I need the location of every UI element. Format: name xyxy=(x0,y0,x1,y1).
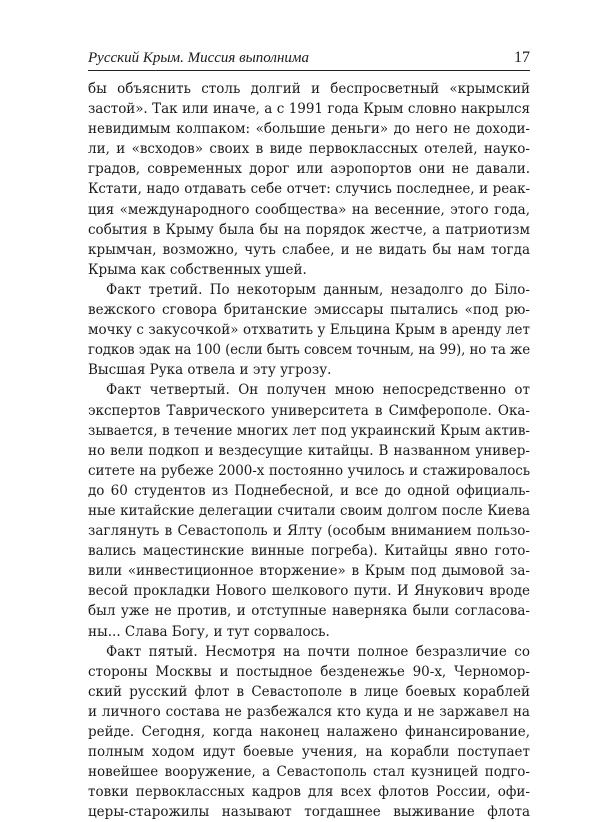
text-line: стороны Москвы и постыдное безденежье 90-х, Черномор- xyxy=(88,663,530,680)
text-line: мочку с закусочкой» отхватить у Ельцина Крым в аренду лет xyxy=(88,322,530,339)
text-line: зывается, в течение многих лет под украинский Крым актив- xyxy=(88,422,530,439)
text-line: вили «инвестиционное вторжение» в Крым под дымовой за- xyxy=(88,563,530,580)
text-line: весой прокладки Нового шелкового пути. И Янукович вроде xyxy=(88,583,530,600)
paragraph xyxy=(88,79,530,280)
text-line: новейшее вооружение, а Севастополь стал кузницей подго- xyxy=(88,764,530,781)
text-line: Кстати, надо отдавать себе отчет: случись последнее, и реак- xyxy=(88,181,530,198)
body-text xyxy=(88,79,530,822)
text-line: вались мацестинские винные погреба). Китайцы явно гото- xyxy=(88,543,530,560)
page-number: 17 xyxy=(514,49,530,66)
text-line: заглянуть в Севастополь и Ялту (особым вниманием пользо- xyxy=(88,523,530,540)
running-header-title: Русский Крым. Миссия выполнима xyxy=(88,50,309,66)
running-header xyxy=(88,46,530,71)
text-line: Факт пятый. Несмотря на почти полное безразличие со xyxy=(106,643,530,660)
text-line: ные китайские делегации считали своим долгом после Киева xyxy=(88,502,530,519)
text-line: Факт четвертый. Он получен мною непосредственно от xyxy=(106,382,530,399)
text-line: ситете на рубеже 2000-х постоянно училось и стажировалось xyxy=(88,462,530,479)
text-line: вежского сговора британские эмиссары пытались «под рю- xyxy=(88,302,530,319)
text-line: полным ходом идут боевые учения, на корабли поступает xyxy=(88,744,530,761)
text-line: но вели подкоп и вездесущие китайцы. В названном универ- xyxy=(88,442,530,459)
text-line: товки первоклассных кадров для всех флотов России, офи- xyxy=(88,784,530,801)
text-line: до 60 студентов из Поднебесной, и все до одной официаль- xyxy=(88,482,530,499)
text-line: Высшая Рука отвела и эту угрозу. xyxy=(88,362,332,379)
text-line: рейде. Сегодня, когда наконец налажено финансирование, xyxy=(88,724,530,740)
text-line: был уже не против, и отступные наверняка были согласова- xyxy=(88,603,530,620)
text-line: события в Крыму была бы на порядок жестче, а патриотизм xyxy=(88,221,530,238)
text-line: невидимым колпаком: «большие деньги» до него не доходи- xyxy=(88,121,530,138)
text-line: застой». Так или иначе, а с 1991 года Крым словно накрылся xyxy=(88,101,530,118)
text-line: церы-старожилы называют тогдашнее выживание флота xyxy=(88,804,530,821)
text-line: годков эдак на 100 (если быть совсем точным, на 99), но та же xyxy=(88,342,530,359)
text-line: Крыма как собственных ушей. xyxy=(88,261,307,278)
text-line: ли, и «всходов» своих в виде первоклассных отелей, науко- xyxy=(88,141,530,158)
text-line: и личного состава не разбежался кто куда и не заржавел на xyxy=(88,703,530,720)
paragraph xyxy=(88,380,530,641)
text-line: бы объяснить столь долгий и беспросветный «крымский xyxy=(88,81,530,97)
paragraph xyxy=(88,642,530,822)
paragraph xyxy=(88,280,530,380)
text-line: градов, современных дорог или аэропортов они не давали. xyxy=(88,161,530,178)
text-line: ский русский флот в Севастополе в лице боевых кораблей xyxy=(88,683,530,700)
text-line: крымчан, возможно, чуть слабее, и не видать бы нам тогда xyxy=(88,241,530,258)
text-line: ны... Слава Богу, и тут сорвалось. xyxy=(88,623,330,640)
text-line: экспертов Таврического университета в Симферополе. Ока- xyxy=(88,402,530,419)
text-line: Факт третий. По некоторым данным, незадолго до Біло- xyxy=(106,281,530,298)
text-line: ция «международного сообщества» на весенние, этого года, xyxy=(88,201,530,218)
